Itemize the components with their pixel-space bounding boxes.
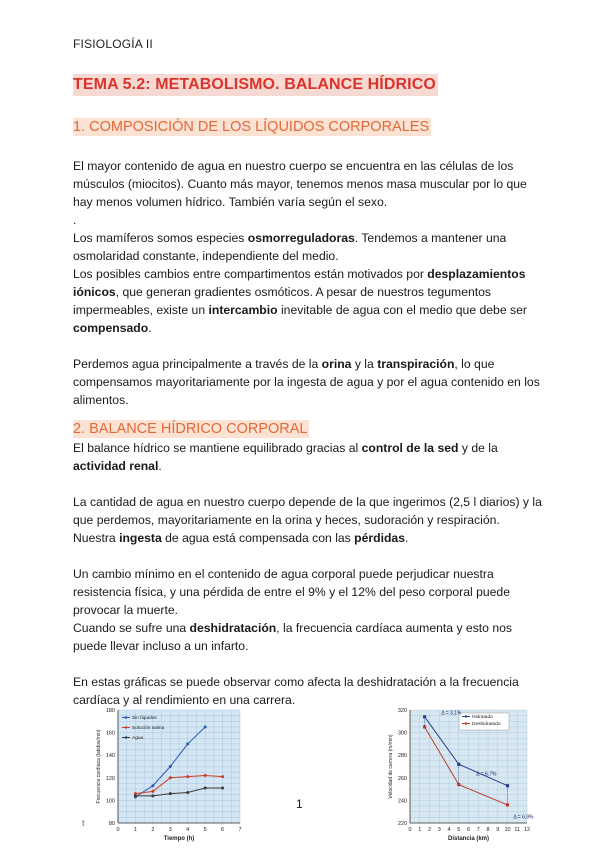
page-number: 1 <box>296 797 303 811</box>
legend-marker <box>125 726 127 728</box>
legend-entry: Deshidratado <box>472 722 501 727</box>
y-tick-label: 120 <box>105 775 115 782</box>
s2-paragraph-5: En estas gráficas se puede observar como afecta la deshidratación a la frecuencia cardíaca y al rendimiento en una carrera. <box>73 675 519 707</box>
s2-paragraph-4: Cuando se sufre una deshidratación, la frecuencia cardíaca aumenta y esto nos puede llevar incluso a un infarto. <box>73 621 512 653</box>
x-tick-label: 4 <box>186 827 190 833</box>
data-point <box>169 776 172 779</box>
section2-heading: 2. BALANCE HÍDRICO CORPORAL <box>73 421 308 437</box>
document-title: TEMA 5.2: METABOLISMO. BALANCE HÍDRICO <box>73 74 438 96</box>
legend-marker <box>125 716 127 718</box>
section1-body <box>73 157 543 409</box>
s1-paragraph-3: Los posibles cambios entre compartimentos están motivados por desplazamientos iónicos, que generan gradientes osmóticos. A pesar de nuestros tegumentos impermeables, existe un intercambio inevitable de agua con el medio que debe ser compensado. <box>73 267 527 335</box>
x-tick-label: 3 <box>437 827 441 833</box>
heart-rate-x-axis-label: Tiempo (h) <box>163 836 195 842</box>
annotation-label: Δ = 6,7% <box>476 771 497 778</box>
legend-entry: Sin líquidos <box>132 716 157 721</box>
legend-entry: Agua <box>132 736 144 741</box>
legend-entry: Solución salina <box>132 726 165 731</box>
data-point <box>204 786 207 789</box>
s2-paragraph-3: Un cambio mínimo en el contenido de agua corporal puede perjudicar nuestra resistencia física, y una pérdida de entre el 9% y el 12% del peso corporal puede provocar la muerte. <box>73 567 510 617</box>
term-control-sed: control de la sed <box>361 441 459 455</box>
y-tick-label: 180 <box>105 708 115 714</box>
data-point <box>151 784 154 787</box>
annotation-label: Δ = 3,1% <box>441 710 462 717</box>
term-ingesta: ingesta <box>119 531 162 545</box>
legend-marker <box>465 722 467 724</box>
term-intercambio: intercambio <box>208 303 278 317</box>
x-tick-label: 3 <box>168 827 172 833</box>
running-speed-x-axis-label: Distancia (km) <box>447 836 490 842</box>
s1-dot: . <box>73 213 77 227</box>
y-tick-label: 260 <box>397 775 407 782</box>
annotation-label: Δ = 6,9% <box>513 814 534 821</box>
data-point <box>151 794 154 797</box>
data-point <box>186 791 189 794</box>
stray-mark: t <box>82 818 85 828</box>
x-tick-label: 7 <box>476 827 480 833</box>
x-tick-label: 5 <box>457 827 461 833</box>
legend-marker <box>465 715 467 717</box>
s1-paragraph-1: El mayor contenido de agua en nuestro cuerpo se encuentra en las células de los músculos (miocitos). Cuanto más mayor, tenemos menos masa muscular por lo que hay menos volumen hídrico. También varía según el sexo. <box>73 159 527 209</box>
x-tick-label: 12 <box>523 827 531 833</box>
data-point <box>221 775 224 778</box>
page-header: FISIOLOGÍA II <box>73 37 153 51</box>
x-tick-label: 11 <box>514 827 521 833</box>
y-tick-label: 220 <box>397 821 407 827</box>
x-tick-label: 0 <box>408 827 412 833</box>
running-speed-chart <box>388 708 534 842</box>
y-tick-label: 160 <box>105 730 115 737</box>
y-tick-label: 240 <box>397 798 407 805</box>
data-point <box>186 775 189 778</box>
x-tick-label: 2 <box>151 827 155 833</box>
data-point <box>221 786 224 789</box>
term-actividad-renal: actividad renal <box>73 459 159 473</box>
s1-paragraph-4: Perdemos agua principalmente a través de la orina y la transpiración, lo que compensamos mayoritariamente por la ingesta de agua y por el agua contenido en los alimentos. <box>73 357 540 407</box>
x-tick-label: 5 <box>203 827 207 833</box>
y-tick-label: 140 <box>105 753 115 760</box>
x-tick-label: 6 <box>466 827 471 833</box>
x-tick-label: 1 <box>133 827 137 833</box>
x-tick-label: 4 <box>447 827 451 833</box>
running-speed-y-axis-label: Velocidad de carrera (m/min) <box>388 734 394 799</box>
s1-paragraph-2: Los mamíferos somos especies osmorreguladoras. Tendemos a mantener una osmolaridad constante, independiente del medio. <box>73 231 507 263</box>
section2-body <box>73 439 543 709</box>
x-tick-label: 10 <box>504 827 511 833</box>
x-tick-label: 9 <box>496 827 500 833</box>
term-osmorreguladoras: osmorreguladoras <box>247 231 355 245</box>
term-orina: orina <box>321 357 352 371</box>
x-tick-label: 1 <box>418 827 422 833</box>
x-tick-label: 8 <box>486 827 490 833</box>
x-tick-label: 7 <box>238 827 242 833</box>
term-perdidas: pérdidas <box>354 531 405 545</box>
y-tick-label: 300 <box>397 730 407 737</box>
y-tick-label: 80 <box>108 821 115 827</box>
y-tick-label: 320 <box>397 708 407 714</box>
x-tick-label: 2 <box>427 827 432 833</box>
term-transpiracion: transpiración <box>377 357 455 371</box>
data-point <box>169 792 172 795</box>
s2-paragraph-1: El balance hídrico se mantiene equilibrado gracias al control de la sed y de la actividad renal. <box>73 441 498 473</box>
term-compensado: compensado <box>73 321 149 335</box>
charts-figure <box>78 700 548 848</box>
term-desplazamientos: desplazamientos iónicos <box>73 267 526 299</box>
data-point <box>186 742 189 745</box>
y-tick-label: 100 <box>105 798 115 805</box>
data-point <box>169 765 172 768</box>
x-tick-label: 6 <box>221 827 225 833</box>
y-tick-label: 280 <box>397 753 407 760</box>
x-tick-label: 0 <box>116 827 120 833</box>
data-point <box>134 794 137 797</box>
term-deshidratacion: deshidratación <box>189 621 277 635</box>
legend-marker <box>125 736 127 738</box>
s2-paragraph-2: La cantidad de agua en nuestro cuerpo depende de la que ingerimos (2,5 l diarios) y la que perdemos, mayoritariamente en la orina y heces, sudoración y respiración. Nuestra ingesta de agua está compensada con las pérdidas. <box>73 495 542 545</box>
data-point <box>204 725 207 728</box>
data-point <box>204 774 207 777</box>
heart-rate-chart <box>96 708 242 842</box>
section1-heading: 1. COMPOSICIÓN DE LOS LÍQUIDOS CORPORALES <box>73 119 430 135</box>
legend-entry: Hidratado <box>472 715 493 720</box>
data-point <box>151 790 154 793</box>
heart-rate-y-axis-label: Frecuencia cardíaca (latidos/min) <box>96 729 102 804</box>
